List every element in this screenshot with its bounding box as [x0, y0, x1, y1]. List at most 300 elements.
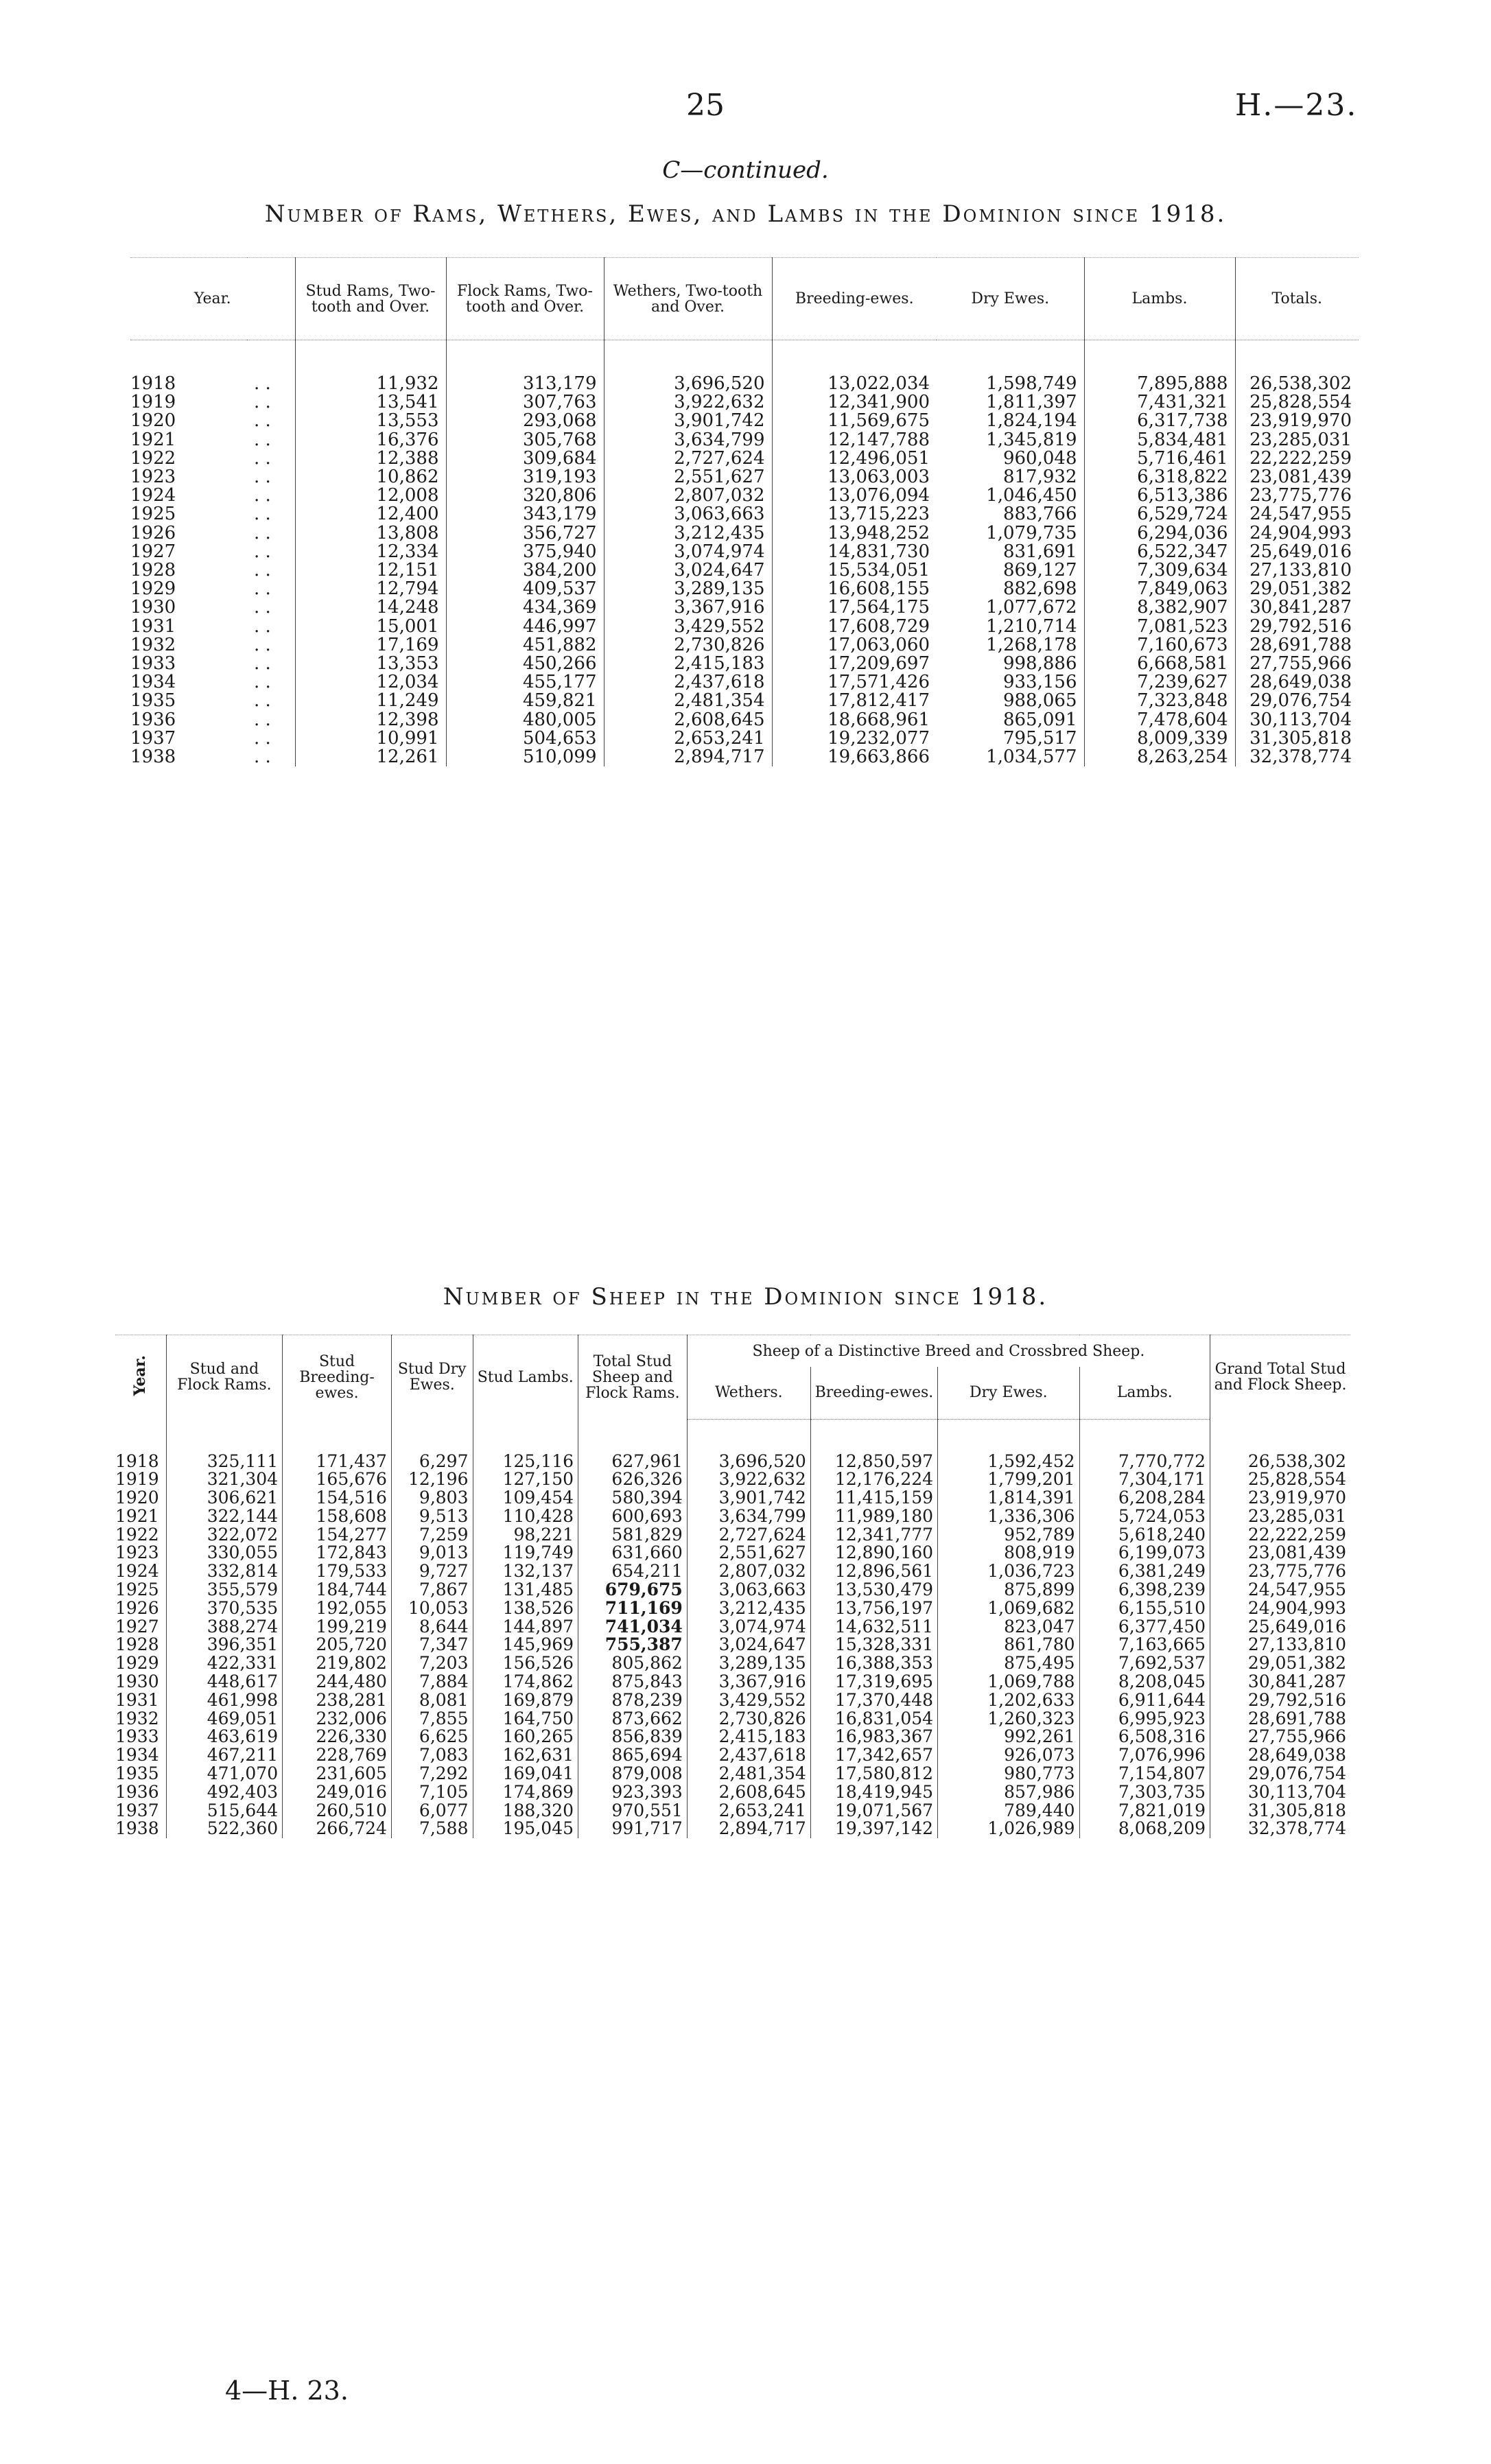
- cell-stud-rams: 12,034: [295, 673, 446, 692]
- cell-stud-dry-ewes: 6,625: [391, 1728, 473, 1746]
- cell-dry-ewes: 1,824,194: [986, 410, 1077, 432]
- cell-stud-breeding-ewes: 226,330: [283, 1728, 392, 1746]
- cell-dry-ewes: 1,046,450: [986, 485, 1077, 506]
- cell-total-stud-sheep: 626,326: [578, 1470, 688, 1489]
- cell-totals: 29,076,754: [1235, 692, 1359, 710]
- cell-dry-ewes: 980,773: [938, 1765, 1079, 1783]
- cell-year: 1919: [130, 392, 176, 413]
- cell-breeding-ewes: 15,534,051: [772, 561, 937, 580]
- cell-dry-ewes: 869,127: [1002, 560, 1077, 581]
- cell-dry-ewes: 1,202,633: [938, 1691, 1079, 1710]
- cell-breeding-ewes: 19,397,142: [810, 1820, 937, 1838]
- cell-dry-ewes: 823,047: [938, 1618, 1079, 1636]
- cell-stud-flock-rams: 461,998: [166, 1691, 282, 1710]
- cell-total-stud-sheep: 600,693: [578, 1507, 688, 1526]
- cell-stud-rams: 12,400: [295, 505, 446, 524]
- cell-breeding-ewes: 13,715,223: [772, 505, 937, 524]
- cell-flock-rams: 356,727: [446, 524, 604, 543]
- cell-dry-ewes: 1,034,577: [986, 747, 1077, 768]
- cell-wethers: 2,894,717: [604, 748, 772, 766]
- cell-dry-ewes: 865,091: [1002, 709, 1077, 730]
- cell-wethers: 3,063,663: [604, 505, 772, 524]
- cell-dry-ewes: 1,210,714: [986, 615, 1077, 637]
- cell-grand-total: 32,378,774: [1210, 1820, 1350, 1838]
- cell-stud-breeding-ewes: 249,016: [283, 1783, 392, 1802]
- cell-totals: 27,755,966: [1235, 655, 1359, 673]
- cell-year: 1935: [115, 1763, 159, 1784]
- table-row: [115, 1544, 1350, 1562]
- leader-dots: . .: [254, 541, 271, 562]
- cell-wethers: 2,727,624: [687, 1526, 810, 1545]
- cell-stud-rams: 12,008: [295, 486, 446, 505]
- cell-flock-rams: 455,177: [446, 673, 604, 692]
- cell-dry-ewes: 1,077,672: [986, 597, 1077, 618]
- cell-totals: 31,305,818: [1235, 729, 1359, 748]
- cell-stud-breeding-ewes: 165,676: [283, 1470, 392, 1489]
- cell-dry-ewes: 1,036,723: [938, 1562, 1079, 1581]
- cell-dry-ewes: 1,336,306: [938, 1507, 1079, 1526]
- cell-stud-dry-ewes: 9,803: [391, 1489, 473, 1507]
- cell-total-stud-sheep: 627,961: [578, 1453, 688, 1471]
- table-row: [115, 1820, 1350, 1838]
- cell-total-stud-sheep: 631,660: [578, 1544, 688, 1562]
- table-row: [115, 1636, 1350, 1654]
- cell-lambs: 5,834,481: [1084, 431, 1235, 449]
- cell-grand-total: 23,081,439: [1210, 1544, 1350, 1562]
- cell-stud-flock-rams: 322,144: [166, 1507, 282, 1526]
- table-row: [130, 655, 1359, 673]
- col-header-stud-lambs: Stud Lambs.: [473, 1335, 578, 1420]
- cell-flock-rams: 480,005: [446, 711, 604, 729]
- cell-stud-flock-rams: 325,111: [166, 1453, 282, 1471]
- cell-lambs: 6,294,036: [1084, 524, 1235, 543]
- cell-wethers: 3,696,520: [687, 1453, 810, 1471]
- cell-breeding-ewes: 12,341,900: [772, 393, 937, 412]
- cell-lambs: 6,155,510: [1079, 1599, 1210, 1618]
- cell-flock-rams: 343,179: [446, 505, 604, 524]
- leader-dots: . .: [254, 727, 271, 749]
- cell-wethers: 2,551,627: [687, 1544, 810, 1562]
- cell-lambs: 6,398,239: [1079, 1581, 1210, 1599]
- cell-dry-ewes: 1,260,323: [938, 1710, 1079, 1728]
- cell-lambs: 6,199,073: [1079, 1544, 1210, 1562]
- cell-dry-ewes: 817,932: [1002, 467, 1077, 488]
- cell-wethers: 3,429,552: [604, 618, 772, 636]
- cell-stud-lambs: 109,454: [473, 1489, 578, 1507]
- cell-grand-total: 31,305,818: [1210, 1802, 1350, 1820]
- cell-stud-lambs: 174,869: [473, 1783, 578, 1802]
- table-row: [130, 692, 1359, 710]
- cell-wethers: 3,024,647: [604, 561, 772, 580]
- col-header-grand-total: Grand Total Stud and Flock Sheep.: [1210, 1335, 1350, 1420]
- cell-stud-rams: 16,376: [295, 431, 446, 449]
- cell-year: 1928: [130, 560, 176, 581]
- cell-wethers: 2,608,645: [604, 711, 772, 729]
- col-header-stud-dry-ewes: Stud Dry Ewes.: [391, 1335, 473, 1420]
- cell-lambs: 6,529,724: [1084, 505, 1235, 524]
- cell-stud-breeding-ewes: 158,608: [283, 1507, 392, 1526]
- cell-stud-lambs: 162,631: [473, 1746, 578, 1765]
- cell-stud-breeding-ewes: 154,277: [283, 1526, 392, 1545]
- cell-lambs: 7,160,673: [1084, 636, 1235, 655]
- table-row: [130, 636, 1359, 655]
- cell-lambs: 6,381,249: [1079, 1562, 1210, 1581]
- cell-lambs: 6,995,923: [1079, 1710, 1210, 1728]
- table-row: [130, 598, 1359, 617]
- cell-breeding-ewes: 18,419,945: [810, 1783, 937, 1802]
- table-row: [130, 468, 1359, 486]
- col-header-dry-ewes: Dry Ewes.: [938, 1367, 1079, 1419]
- cell-total-stud-sheep: 878,239: [578, 1691, 688, 1710]
- cell-year: 1922: [130, 447, 176, 469]
- cell-lambs: 7,081,523: [1084, 618, 1235, 636]
- table-row: [115, 1470, 1350, 1489]
- cell-totals: 26,538,302: [1235, 375, 1359, 393]
- cell-year: 1925: [115, 1580, 159, 1600]
- col-header-lambs: Lambs.: [1079, 1367, 1210, 1419]
- cell-breeding-ewes: 14,831,730: [772, 543, 937, 561]
- cell-lambs: 7,770,772: [1079, 1453, 1210, 1471]
- cell-dry-ewes: 933,156: [1002, 672, 1077, 693]
- cell-lambs: 6,208,284: [1079, 1489, 1210, 1507]
- cell-year: 1927: [115, 1616, 159, 1636]
- table-row: [115, 1765, 1350, 1783]
- cell-lambs: 6,522,347: [1084, 543, 1235, 561]
- cell-year: 1930: [115, 1671, 159, 1692]
- cell-stud-flock-rams: 370,535: [166, 1599, 282, 1618]
- cell-stud-lambs: 164,750: [473, 1710, 578, 1728]
- cell-stud-rams: 13,353: [295, 655, 446, 673]
- table2-title: Number of Sheep in the Dominion since 1918.: [443, 1283, 1048, 1311]
- cell-breeding-ewes: 17,370,448: [810, 1691, 937, 1710]
- cell-grand-total: 26,538,302: [1210, 1453, 1350, 1471]
- cell-stud-dry-ewes: 8,644: [391, 1618, 473, 1636]
- table-row: [115, 1654, 1350, 1673]
- table-row: [115, 1507, 1350, 1526]
- cell-lambs: 5,618,240: [1079, 1526, 1210, 1545]
- leader-dots: . .: [254, 447, 271, 469]
- cell-year: 1919: [115, 1469, 159, 1490]
- cell-year: 1926: [115, 1597, 159, 1618]
- cell-dry-ewes: 988,065: [1002, 690, 1077, 712]
- col-header-stud-rams: Stud Rams, Two-tooth and Over.: [295, 258, 446, 340]
- cell-wethers: 3,367,916: [687, 1673, 810, 1691]
- cell-stud-flock-rams: 515,644: [166, 1802, 282, 1820]
- cell-dry-ewes: 1,345,819: [986, 429, 1077, 450]
- cell-stud-flock-rams: 492,403: [166, 1783, 282, 1802]
- leader-dots: . .: [254, 467, 271, 488]
- cell-year: 1921: [115, 1505, 159, 1526]
- cell-breeding-ewes: 12,496,051: [772, 449, 937, 468]
- cell-dry-ewes: 808,919: [938, 1544, 1079, 1562]
- col-header-lambs: Lambs.: [1084, 258, 1235, 340]
- cell-stud-breeding-ewes: 199,219: [283, 1618, 392, 1636]
- cell-year: 1927: [130, 541, 176, 562]
- table-row: [115, 1618, 1350, 1636]
- cell-wethers: 2,551,627: [604, 468, 772, 486]
- cell-flock-rams: 313,179: [446, 375, 604, 393]
- table-row: [130, 449, 1359, 468]
- cell-stud-lambs: 160,265: [473, 1728, 578, 1746]
- cell-total-stud-sheep: 991,717: [578, 1820, 688, 1838]
- cell-lambs: 6,513,386: [1084, 486, 1235, 505]
- cell-stud-flock-rams: 469,051: [166, 1710, 282, 1728]
- cell-dry-ewes: 960,048: [1002, 447, 1077, 469]
- cell-stud-dry-ewes: 9,513: [391, 1507, 473, 1526]
- cell-year: 1928: [115, 1634, 159, 1655]
- cell-wethers: 2,727,624: [604, 449, 772, 468]
- cell-breeding-ewes: 17,342,657: [810, 1746, 937, 1765]
- cell-dry-ewes: 795,517: [1002, 727, 1077, 749]
- cell-lambs: 7,692,537: [1079, 1654, 1210, 1673]
- leader-dots: . .: [254, 392, 271, 413]
- col-header-totals: Totals.: [1235, 258, 1359, 340]
- cell-flock-rams: 320,806: [446, 486, 604, 505]
- cell-total-stud-sheep: 654,211: [578, 1562, 688, 1581]
- cell-dry-ewes: 1,069,682: [938, 1599, 1079, 1618]
- cell-dry-ewes: 883,766: [1002, 504, 1077, 525]
- cell-lambs: 7,239,627: [1084, 673, 1235, 692]
- cell-stud-rams: 12,151: [295, 561, 446, 580]
- cell-stud-flock-rams: 448,617: [166, 1673, 282, 1691]
- cell-breeding-ewes: 12,176,224: [810, 1470, 937, 1489]
- cell-stud-lambs: 98,221: [473, 1526, 578, 1545]
- cell-year: 1926: [130, 522, 176, 543]
- cell-dry-ewes: 1,811,397: [986, 392, 1077, 413]
- cell-breeding-ewes: 16,831,054: [810, 1710, 937, 1728]
- cell-grand-total: 27,133,810: [1210, 1636, 1350, 1654]
- cell-dry-ewes: 882,698: [1002, 578, 1077, 600]
- cell-dry-ewes: 998,886: [1002, 653, 1077, 674]
- cell-grand-total: 29,076,754: [1210, 1765, 1350, 1783]
- cell-breeding-ewes: 13,948,252: [772, 524, 937, 543]
- cell-lambs: 8,009,339: [1084, 729, 1235, 748]
- table-row: [130, 505, 1359, 524]
- cell-stud-breeding-ewes: 232,006: [283, 1710, 392, 1728]
- cell-wethers: 2,653,241: [687, 1802, 810, 1820]
- cell-year: 1920: [130, 410, 176, 432]
- cell-wethers: 3,696,520: [604, 375, 772, 393]
- cell-stud-lambs: 110,428: [473, 1507, 578, 1526]
- cell-stud-dry-ewes: 7,347: [391, 1636, 473, 1654]
- cell-year: 1934: [115, 1745, 159, 1765]
- cell-wethers: 3,074,974: [687, 1618, 810, 1636]
- cell-totals: 23,285,031: [1235, 431, 1359, 449]
- cell-breeding-ewes: 17,608,729: [772, 618, 937, 636]
- table2-body: [115, 1419, 1350, 1838]
- cell-lambs: 7,163,665: [1079, 1636, 1210, 1654]
- cell-totals: 25,649,016: [1235, 543, 1359, 561]
- cell-lambs: 7,323,848: [1084, 692, 1235, 710]
- cell-grand-total: 23,919,970: [1210, 1489, 1350, 1507]
- cell-stud-dry-ewes: 7,083: [391, 1746, 473, 1765]
- page-signature: 4—H. 23.: [225, 2375, 349, 2406]
- cell-wethers: 3,367,916: [604, 598, 772, 617]
- table-row: [130, 673, 1359, 692]
- cell-lambs: 7,821,019: [1079, 1802, 1210, 1820]
- cell-breeding-ewes: 17,571,426: [772, 673, 937, 692]
- cell-dry-ewes: 1,079,735: [986, 522, 1077, 543]
- cell-breeding-ewes: 13,063,003: [772, 468, 937, 486]
- cell-stud-breeding-ewes: 192,055: [283, 1599, 392, 1618]
- cell-lambs: 7,849,063: [1084, 580, 1235, 598]
- cell-stud-breeding-ewes: 219,802: [283, 1654, 392, 1673]
- cell-lambs: 7,895,888: [1084, 375, 1235, 393]
- cell-stud-breeding-ewes: 184,744: [283, 1581, 392, 1599]
- leader-dots: . .: [254, 560, 271, 581]
- cell-stud-dry-ewes: 7,867: [391, 1581, 473, 1599]
- cell-stud-rams: 12,261: [295, 748, 446, 766]
- cell-stud-dry-ewes: 12,196: [391, 1470, 473, 1489]
- cell-totals: 23,081,439: [1235, 468, 1359, 486]
- cell-grand-total: 28,691,788: [1210, 1710, 1350, 1728]
- cell-dry-ewes: 1,598,749: [986, 373, 1077, 394]
- table-row: [130, 618, 1359, 636]
- cell-wethers: 3,922,632: [604, 393, 772, 412]
- cell-breeding-ewes: 13,022,034: [772, 375, 937, 393]
- sheep-in-dominion-table: [115, 1335, 1350, 1838]
- cell-lambs: 5,724,053: [1079, 1507, 1210, 1526]
- table-row: [130, 729, 1359, 748]
- col-header-wethers: Wethers, Two-tooth and Over.: [604, 258, 772, 340]
- cell-flock-rams: 459,821: [446, 692, 604, 710]
- cell-year: 1933: [130, 653, 176, 674]
- cell-wethers: 3,074,974: [604, 543, 772, 561]
- cell-stud-dry-ewes: 9,727: [391, 1562, 473, 1581]
- leader-dots: . .: [254, 747, 271, 768]
- col-header-total-stud-sheep: Total Stud Sheep and Flock Rams.: [578, 1335, 688, 1420]
- cell-grand-total: 30,113,704: [1210, 1783, 1350, 1802]
- cell-wethers: 3,063,663: [687, 1581, 810, 1599]
- cell-wethers: 3,212,435: [687, 1599, 810, 1618]
- cell-stud-rams: 10,862: [295, 468, 446, 486]
- table-row: [130, 580, 1359, 598]
- cell-stud-flock-rams: 396,351: [166, 1636, 282, 1654]
- cell-breeding-ewes: 16,983,367: [810, 1728, 937, 1746]
- cell-totals: 24,547,955: [1235, 505, 1359, 524]
- col-header-stud-breeding-ewes: Stud Breeding-ewes.: [283, 1335, 392, 1420]
- cell-breeding-ewes: 12,341,777: [810, 1526, 937, 1545]
- cell-stud-lambs: 188,320: [473, 1802, 578, 1820]
- cell-stud-breeding-ewes: 179,533: [283, 1562, 392, 1581]
- cell-breeding-ewes: 17,564,175: [772, 598, 937, 617]
- cell-total-stud-sheep: 865,694: [578, 1746, 688, 1765]
- cell-year: 1929: [130, 578, 176, 600]
- cell-year: 1924: [130, 485, 176, 506]
- cell-stud-dry-ewes: 7,588: [391, 1820, 473, 1838]
- cell-flock-rams: 450,266: [446, 655, 604, 673]
- cell-stud-flock-rams: 463,619: [166, 1728, 282, 1746]
- cell-totals: 23,775,776: [1235, 486, 1359, 505]
- cell-breeding-ewes: 11,569,675: [772, 412, 937, 430]
- cell-total-stud-sheep: 581,829: [578, 1526, 688, 1545]
- cell-stud-lambs: 125,116: [473, 1453, 578, 1471]
- cell-wethers: 3,901,742: [604, 412, 772, 430]
- cell-year: 1936: [115, 1781, 159, 1802]
- cell-flock-rams: 305,768: [446, 431, 604, 449]
- cell-stud-flock-rams: 355,579: [166, 1581, 282, 1599]
- cell-breeding-ewes: 12,850,597: [810, 1453, 937, 1471]
- cell-year: 1918: [130, 373, 176, 394]
- cell-stud-dry-ewes: 7,292: [391, 1765, 473, 1783]
- cell-year: 1929: [115, 1653, 159, 1674]
- col-header-breeding-ewes: Breeding-ewes.: [810, 1367, 937, 1419]
- cell-breeding-ewes: 17,209,697: [772, 655, 937, 673]
- cell-total-stud-sheep: 879,008: [578, 1765, 688, 1783]
- cell-year: 1925: [130, 504, 176, 525]
- cell-breeding-ewes: 17,063,060: [772, 636, 937, 655]
- cell-dry-ewes: 992,261: [938, 1728, 1079, 1746]
- cell-flock-rams: 319,193: [446, 468, 604, 486]
- cell-stud-breeding-ewes: 244,480: [283, 1673, 392, 1691]
- cell-stud-flock-rams: 306,621: [166, 1489, 282, 1507]
- cell-lambs: 8,263,254: [1084, 748, 1235, 766]
- cell-wethers: 3,634,799: [604, 431, 772, 449]
- cell-stud-rams: 15,001: [295, 618, 446, 636]
- cell-lambs: 6,911,644: [1079, 1691, 1210, 1710]
- cell-flock-rams: 409,537: [446, 580, 604, 598]
- table-row: [130, 431, 1359, 449]
- cell-grand-total: 27,755,966: [1210, 1728, 1350, 1746]
- cell-stud-dry-ewes: 10,053: [391, 1599, 473, 1618]
- cell-breeding-ewes: 11,415,159: [810, 1489, 937, 1507]
- cell-totals: 23,919,970: [1235, 412, 1359, 430]
- leader-dots: . .: [254, 597, 271, 618]
- cell-grand-total: 25,828,554: [1210, 1470, 1350, 1489]
- cell-stud-breeding-ewes: 260,510: [283, 1802, 392, 1820]
- leader-dots: . .: [254, 709, 271, 730]
- col-header-year: Year.: [130, 258, 295, 340]
- cell-breeding-ewes: 17,580,812: [810, 1765, 937, 1783]
- cell-stud-flock-rams: 522,360: [166, 1820, 282, 1838]
- col-header-dry-ewes: Dry Ewes.: [937, 258, 1084, 340]
- cell-flock-rams: 375,940: [446, 543, 604, 561]
- cell-breeding-ewes: 19,663,866: [772, 748, 937, 766]
- cell-stud-dry-ewes: 7,884: [391, 1673, 473, 1691]
- cell-wethers: 2,807,032: [687, 1562, 810, 1581]
- table-row: [130, 543, 1359, 561]
- col-header-stud-flock-rams: Stud and Flock Rams.: [166, 1335, 282, 1420]
- cell-stud-flock-rams: 322,072: [166, 1526, 282, 1545]
- cell-breeding-ewes: 12,147,788: [772, 431, 937, 449]
- table-row: [130, 393, 1359, 412]
- cell-flock-rams: 446,997: [446, 618, 604, 636]
- cell-stud-breeding-ewes: 205,720: [283, 1636, 392, 1654]
- page-number: 25: [686, 88, 725, 123]
- cell-year: 1921: [130, 429, 176, 450]
- cell-stud-rams: 14,248: [295, 598, 446, 617]
- cell-year: 1938: [115, 1818, 159, 1839]
- cell-year: 1938: [130, 747, 176, 768]
- cell-stud-lambs: 127,150: [473, 1470, 578, 1489]
- cell-lambs: 7,303,735: [1079, 1783, 1210, 1802]
- table-row: [115, 1526, 1350, 1545]
- table1-body: [130, 340, 1359, 767]
- cell-lambs: 7,154,807: [1079, 1765, 1210, 1783]
- cell-lambs: 8,382,907: [1084, 598, 1235, 617]
- cell-wethers: 3,922,632: [687, 1470, 810, 1489]
- cell-breeding-ewes: 12,890,160: [810, 1544, 937, 1562]
- cell-stud-flock-rams: 332,814: [166, 1562, 282, 1581]
- cell-stud-lambs: 131,485: [473, 1581, 578, 1599]
- table-row: [130, 412, 1359, 430]
- cell-stud-rams: 13,553: [295, 412, 446, 430]
- table-row: [130, 486, 1359, 505]
- cell-stud-dry-ewes: 7,105: [391, 1783, 473, 1802]
- cell-stud-rams: 13,808: [295, 524, 446, 543]
- cell-dry-ewes: 1,592,452: [938, 1453, 1079, 1471]
- table-row: [130, 561, 1359, 580]
